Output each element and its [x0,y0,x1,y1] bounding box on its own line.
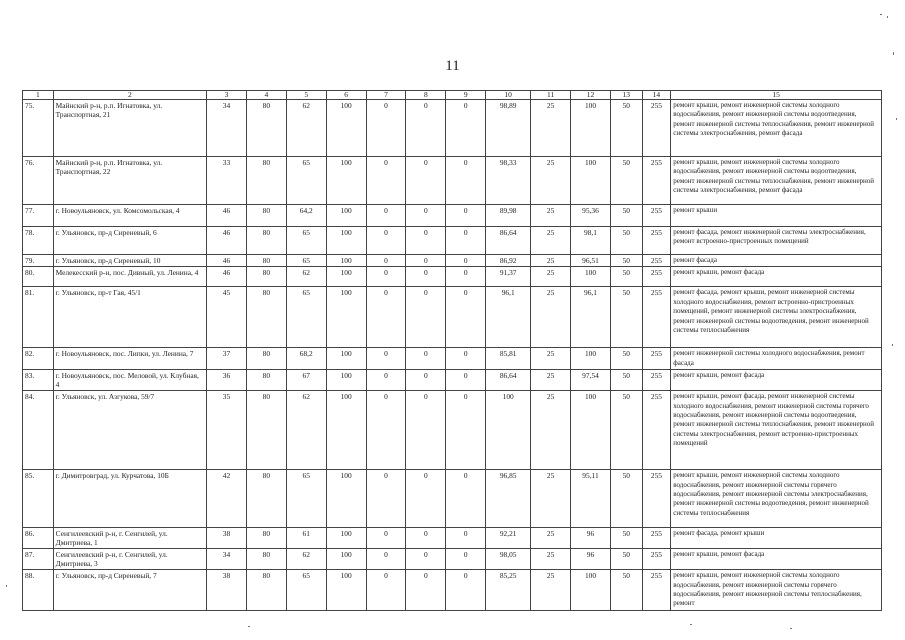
value-cell: 100 [571,100,611,157]
header-cell: 7 [366,91,406,100]
value-cell: 0 [406,348,446,370]
address-cell: Майнский р-н, р.п. Игнатовка, ул. Транспортная, 22 [53,157,206,205]
address-cell: г. Ульяновск, пр-д Сиреневый, 10 [53,255,206,267]
value-cell: 64,2 [286,205,326,227]
header-cell: 15 [671,91,882,100]
value-cell: 0 [366,100,406,157]
table-header-row [23,91,882,100]
value-cell: 25 [531,157,571,205]
value-cell: 100 [326,205,366,227]
value-cell: 37 [207,348,247,370]
table-row [23,100,882,157]
works-cell: ремонт крыши, ремонт фасада, ремонт инженерной системы холодного водоснабжения, ремонт инженерной системы горячего водоснабжения, ремонт инженерной системы водоотведения, ремонт инженерной системы теплоснабжения, ремонт инженерной системы электроснабжения, ремонт встроенно-пристроенных помещений [671,391,882,470]
value-cell: 80 [246,470,286,528]
row-number-cell: 82. [23,348,54,370]
value-cell: 0 [406,255,446,267]
value-cell: 50 [610,287,642,348]
address-cell: Сенгилеевский р-н, г. Сенгилей, ул. Дмитриева, 3 [53,549,206,570]
value-cell: 50 [610,255,642,267]
value-cell: 35 [207,391,247,470]
value-cell: 98,1 [571,227,611,255]
value-cell: 0 [366,348,406,370]
value-cell: 0 [406,528,446,549]
header-cell: 10 [486,91,531,100]
works-cell: ремонт инженерной системы холодного водоснабжения, ремонт фасада [671,348,882,370]
value-cell: 0 [406,205,446,227]
value-cell: 0 [446,267,486,287]
value-cell: 0 [446,570,486,611]
works-cell: ремонт крыши, ремонт фасада [671,370,882,391]
row-number-cell: 88. [23,570,54,611]
value-cell: 80 [246,157,286,205]
value-cell: 0 [406,570,446,611]
value-cell: 50 [610,227,642,255]
row-number-cell: 77. [23,205,54,227]
value-cell: 96 [571,549,611,570]
value-cell: 36 [207,370,247,391]
value-cell: 50 [610,570,642,611]
value-cell: 100 [326,549,366,570]
header-cell: 13 [610,91,642,100]
value-cell: 98,33 [486,157,531,205]
value-cell: 80 [246,255,286,267]
value-cell: 80 [246,205,286,227]
table-row [23,528,882,549]
value-cell: 100 [326,570,366,611]
value-cell: 45 [207,287,247,348]
repair-table [22,90,882,611]
table-row [23,267,882,287]
header-cell: 3 [207,91,247,100]
header-cell: 6 [326,91,366,100]
value-cell: 100 [326,470,366,528]
header-cell: 2 [53,91,206,100]
value-cell: 25 [531,205,571,227]
address-cell: г. Новоульяновск, пос. Липки, ул. Ленина, 7 [53,348,206,370]
scan-speck [248,626,250,627]
value-cell: 92,21 [486,528,531,549]
value-cell: 80 [246,549,286,570]
value-cell: 0 [406,287,446,348]
value-cell: 255 [642,549,671,570]
value-cell: 255 [642,100,671,157]
page-number: 11 [445,58,460,74]
value-cell: 80 [246,391,286,470]
value-cell: 50 [610,157,642,205]
value-cell: 100 [326,100,366,157]
value-cell: 25 [531,255,571,267]
value-cell: 91,37 [486,267,531,287]
value-cell: 100 [571,391,611,470]
table-row [23,570,882,611]
table-row [23,470,882,528]
value-cell: 50 [610,391,642,470]
works-cell: ремонт фасада [671,255,882,267]
scan-speck [887,16,888,18]
value-cell: 100 [571,267,611,287]
value-cell: 85,25 [486,570,531,611]
value-cell: 0 [366,570,406,611]
value-cell: 0 [446,470,486,528]
value-cell: 0 [406,470,446,528]
value-cell: 80 [246,227,286,255]
value-cell: 255 [642,528,671,549]
value-cell: 50 [610,205,642,227]
value-cell: 100 [326,227,366,255]
value-cell: 95,36 [571,205,611,227]
value-cell: 25 [531,370,571,391]
value-cell: 25 [531,528,571,549]
value-cell: 46 [207,255,247,267]
value-cell: 42 [207,470,247,528]
value-cell: 98,05 [486,549,531,570]
value-cell: 25 [531,267,571,287]
row-number-cell: 86. [23,528,54,549]
value-cell: 0 [446,100,486,157]
value-cell: 0 [446,227,486,255]
value-cell: 100 [326,287,366,348]
table-row [23,205,882,227]
row-number-cell: 78. [23,227,54,255]
value-cell: 34 [207,549,247,570]
address-cell: г. Ульяновск, пр-д Сиреневый, 7 [53,570,206,611]
value-cell: 50 [610,549,642,570]
value-cell: 0 [366,370,406,391]
value-cell: 95,11 [571,470,611,528]
value-cell: 67 [286,370,326,391]
value-cell: 0 [446,255,486,267]
value-cell: 0 [446,528,486,549]
value-cell: 0 [446,287,486,348]
value-cell: 50 [610,370,642,391]
value-cell: 65 [286,157,326,205]
value-cell: 96,1 [571,287,611,348]
value-cell: 65 [286,255,326,267]
value-cell: 61 [286,528,326,549]
address-cell: г. Ульяновск, ул. Азгукова, 59/7 [53,391,206,470]
value-cell: 65 [286,227,326,255]
works-cell: ремонт фасада, ремонт инженерной системы электроснабжения, ремонт встроенно-пристроенных помещений [671,227,882,255]
value-cell: 0 [366,470,406,528]
value-cell: 80 [246,348,286,370]
address-cell: г. Ульяновск, пр-т Гая, 45/1 [53,287,206,348]
value-cell: 0 [366,255,406,267]
works-cell: ремонт крыши, ремонт инженерной системы холодного водоснабжения, ремонт инженерной системы горячего водоснабжения, ремонт инженерной системы электроснабжения, ремонт инженерной системы водоотведения, ремонт инженерной системы теплоснабжения [671,470,882,528]
value-cell: 80 [246,570,286,611]
address-cell: Мелекесский р-н, пос. Дивный, ул. Ленина, 4 [53,267,206,287]
row-number-cell: 76. [23,157,54,205]
value-cell: 46 [207,205,247,227]
value-cell: 96 [571,528,611,549]
value-cell: 255 [642,348,671,370]
row-number-cell: 75. [23,100,54,157]
value-cell: 0 [366,549,406,570]
value-cell: 38 [207,570,247,611]
value-cell: 0 [366,391,406,470]
address-cell: г. Димитровград, ул. Курчатова, 10Б [53,470,206,528]
row-number-cell: 83. [23,370,54,391]
value-cell: 255 [642,205,671,227]
value-cell: 65 [286,570,326,611]
header-cell: 12 [571,91,611,100]
value-cell: 0 [366,287,406,348]
value-cell: 50 [610,528,642,549]
row-number-cell: 79. [23,255,54,267]
address-cell: г. Новоульяновск, ул. Комсомольская, 4 [53,205,206,227]
value-cell: 0 [366,267,406,287]
value-cell: 34 [207,100,247,157]
value-cell: 255 [642,157,671,205]
works-cell: ремонт крыши [671,205,882,227]
table-row [23,287,882,348]
table-row [23,348,882,370]
scan-speck [893,52,894,55]
value-cell: 46 [207,227,247,255]
value-cell: 100 [326,157,366,205]
value-cell: 0 [366,205,406,227]
scan-speck [880,14,882,15]
value-cell: 0 [446,157,486,205]
value-cell: 255 [642,287,671,348]
value-cell: 100 [326,391,366,470]
works-cell: ремонт крыши, ремонт инженерной системы холодного водоснабжения, ремонт инженерной системы водоотведения, ремонт инженерной системы теплоснабжения, ремонт инженерной системы электроснабжения, ремонт фасада [671,100,882,157]
row-number-cell: 81. [23,287,54,348]
header-cell: 5 [286,91,326,100]
value-cell: 50 [610,348,642,370]
value-cell: 100 [571,157,611,205]
value-cell: 86,64 [486,227,531,255]
value-cell: 25 [531,470,571,528]
header-cell: 14 [642,91,671,100]
table-row [23,391,882,470]
table-row [23,255,882,267]
address-cell: г. Новоульяновск, пос. Меловой, ул. Клубная, 4 [53,370,206,391]
value-cell: 80 [246,370,286,391]
value-cell: 0 [446,370,486,391]
value-cell: 255 [642,391,671,470]
value-cell: 0 [446,205,486,227]
works-cell: ремонт крыши, ремонт инженерной системы холодного водоснабжения, ремонт инженерной системы горячего водоснабжения, ремонт инженерной системы теплоснабжения, ремонт [671,570,882,611]
value-cell: 255 [642,370,671,391]
value-cell: 68,2 [286,348,326,370]
value-cell: 86,92 [486,255,531,267]
value-cell: 50 [610,100,642,157]
row-number-cell: 80. [23,267,54,287]
value-cell: 100 [571,348,611,370]
row-number-cell: 84. [23,391,54,470]
scan-speck [892,344,893,346]
value-cell: 62 [286,100,326,157]
header-cell: 1 [23,91,54,100]
value-cell: 0 [406,157,446,205]
value-cell: 0 [406,100,446,157]
header-cell: 4 [246,91,286,100]
value-cell: 65 [286,287,326,348]
value-cell: 25 [531,549,571,570]
value-cell: 25 [531,227,571,255]
value-cell: 62 [286,549,326,570]
value-cell: 0 [446,348,486,370]
value-cell: 255 [642,255,671,267]
address-cell: Сенгилеевский р-н, г. Сенгилей, ул. Дмитриева, 1 [53,528,206,549]
value-cell: 0 [366,157,406,205]
value-cell: 0 [406,549,446,570]
value-cell: 25 [531,348,571,370]
value-cell: 65 [286,470,326,528]
table-row [23,157,882,205]
table-row [23,370,882,391]
header-cell: 11 [531,91,571,100]
header-cell: 9 [446,91,486,100]
value-cell: 96,51 [571,255,611,267]
address-cell: г. Ульяновск, пр-д Сиреневый, 6 [53,227,206,255]
value-cell: 86,64 [486,370,531,391]
value-cell: 89,98 [486,205,531,227]
row-number-cell: 87. [23,549,54,570]
table-row [23,549,882,570]
value-cell: 100 [571,570,611,611]
header-cell: 8 [406,91,446,100]
value-cell: 50 [610,470,642,528]
value-cell: 0 [406,391,446,470]
value-cell: 96,85 [486,470,531,528]
value-cell: 97,54 [571,370,611,391]
value-cell: 255 [642,267,671,287]
value-cell: 100 [326,255,366,267]
value-cell: 25 [531,287,571,348]
value-cell: 255 [642,227,671,255]
value-cell: 0 [406,227,446,255]
value-cell: 255 [642,570,671,611]
value-cell: 46 [207,267,247,287]
value-cell: 0 [446,391,486,470]
value-cell: 255 [642,470,671,528]
scan-speck [790,628,792,629]
works-cell: ремонт крыши, ремонт инженерной системы холодного водоснабжения, ремонт инженерной системы водоотведения, ремонт инженерной системы теплоснабжения, ремонт инженерной системы электроснабжения, ремонт фасада [671,157,882,205]
value-cell: 80 [246,100,286,157]
value-cell: 0 [366,227,406,255]
value-cell: 38 [207,528,247,549]
value-cell: 85,81 [486,348,531,370]
value-cell: 100 [326,348,366,370]
value-cell: 0 [406,370,446,391]
value-cell: 100 [326,370,366,391]
value-cell: 62 [286,391,326,470]
value-cell: 96,1 [486,287,531,348]
address-cell: Майнский р-н, р.п. Игнатовка, ул. Транспортная, 21 [53,100,206,157]
value-cell: 80 [246,287,286,348]
value-cell: 50 [610,267,642,287]
works-cell: ремонт крыши, ремонт фасада [671,267,882,287]
scan-speck [690,624,692,625]
works-cell: ремонт крыши, ремонт фасада [671,549,882,570]
value-cell: 25 [531,391,571,470]
works-cell: ремонт фасада, ремонт крыши [671,528,882,549]
scan-speck [6,585,7,587]
value-cell: 25 [531,100,571,157]
value-cell: 0 [446,549,486,570]
row-number-cell: 85. [23,470,54,528]
value-cell: 80 [246,267,286,287]
value-cell: 98,89 [486,100,531,157]
works-cell: ремонт фасада, ремонт крыши, ремонт инженерной системы холодного водоснабжения, ремонт встроенно-пристроенных помещений, ремонт инженерной системы электроснабжения, ремонт инженерной системы водоотведения, ремонт инженерной системы теплоснабжения [671,287,882,348]
table-row [23,227,882,255]
value-cell: 80 [246,528,286,549]
value-cell: 100 [326,528,366,549]
value-cell: 25 [531,570,571,611]
scan-speck [896,118,897,120]
value-cell: 33 [207,157,247,205]
value-cell: 0 [406,267,446,287]
value-cell: 100 [486,391,531,470]
value-cell: 100 [326,267,366,287]
value-cell: 0 [366,528,406,549]
value-cell: 62 [286,267,326,287]
